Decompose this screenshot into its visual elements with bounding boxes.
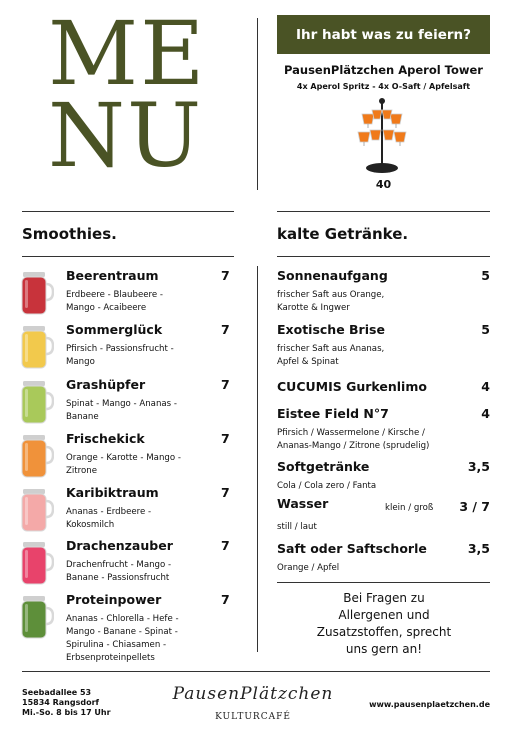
drink-price: 3 / 7 [459,499,490,514]
description-line: still / laut [277,522,317,532]
drink-description [277,289,487,315]
ingredient-line: Orange - Karotte - Mango - [66,453,181,463]
smoothie-price: 7 [221,377,230,392]
ingredient-line: Banane [66,412,99,422]
description-line: frischer Saft aus Ananas, [277,344,385,354]
ingredient-line: Spirulina - Chiasamen - [66,640,167,650]
drink-price: 5 [481,322,490,337]
divider-drinks-top [277,211,490,212]
smoothie-jar-icon [20,270,54,316]
allergen-note [300,590,468,658]
drink-description [277,562,487,575]
divider-footer [22,671,490,672]
smoothie-price: 7 [221,485,230,500]
drink-description [277,343,487,369]
drink-price: 4 [481,406,490,421]
logo-wordmark: PausenPlätzchen [172,684,334,704]
divider-drinks-bottom [277,256,490,257]
smoothie-price: 7 [221,431,230,446]
description-line: Orange / Apfel [277,563,340,573]
drink-description [277,521,487,534]
allergen-line: uns gern an! [345,642,423,656]
smoothie-name: Frischekick [66,431,145,446]
ingredient-line: Mango - Banane - Spinat - [66,627,178,637]
smoothie-ingredients [66,613,216,665]
drinks-heading: kalte Getränke. [277,225,409,243]
smoothie-name: Beerentraum [66,268,159,283]
smoothie-name: Drachenzauber [66,538,173,553]
description-line: frischer Saft aus Orange, [277,290,385,300]
smoothie-ingredients [66,343,216,369]
smoothie-ingredients [66,559,216,585]
drink-name: Sonnenaufgang [277,268,388,283]
drink-name: Saft oder Saftschorle [277,541,427,556]
ingredient-line: Kokosmilch [66,520,115,530]
divider-smoothies-bottom [22,256,234,257]
drink-name: Eistee Field N°7 [277,406,389,421]
description-line: Pfirsich / Wassermelone / Kirsche / [277,428,425,438]
drink-price: 5 [481,268,490,283]
ingredient-line: Zitrone [66,466,97,476]
drink-price: 4 [481,379,490,394]
ingredient-line: Erbsenproteinpellets [66,653,155,663]
smoothie-ingredients [66,289,216,315]
smoothie-name: Grashüpfer [66,377,146,392]
menu-title-line2: NU [48,84,204,187]
drink-price: 3,5 [467,541,490,556]
drink-name: Wasser [277,496,329,511]
smoothie-name: Sommerglück [66,322,163,337]
promo-subtitle: 4x Aperol Spritz - 4x O-Saft / Apfelsaft [296,82,471,91]
smoothie-ingredients [66,452,216,478]
drink-name: CUCUMIS Gurkenlimo [277,379,427,394]
ingredient-line: Mango [66,357,95,367]
smoothie-price: 7 [221,268,230,283]
ingredient-line: Spinat - Mango - Ananas - [66,399,177,409]
smoothie-jar-icon [20,594,54,640]
smoothie-jar-icon [20,540,54,586]
allergen-line: Bei Fragen zu [343,591,425,605]
address-line: Seebadallee 53 [22,688,92,697]
smoothie-price: 7 [221,592,230,607]
logo-subtitle: KULTURCAFÉ [215,712,291,722]
divider-drinks-allergen [277,582,490,583]
divider-vertical-bottom [257,266,258,652]
smoothies-heading: Smoothies. [22,225,117,243]
description-line: Cola / Cola zero / Fanta [277,481,377,491]
ingredient-line: Banane - Passionsfrucht [66,573,170,583]
drink-price: 3,5 [467,459,490,474]
ingredient-line: Mango - Acaibeere [66,303,147,313]
drink-description [277,480,487,493]
smoothie-ingredients [66,506,216,532]
description-line: Apfel & Spinat [277,357,339,367]
address-line: 15834 Rangsdorf [22,698,100,707]
smoothie-name: Proteinpower [66,592,162,607]
divider-vertical-top [257,18,258,190]
address-line: Mi.-So. 8 bis 17 Uhr [22,708,111,717]
divider-smoothies-top [22,211,234,212]
description-line: Ananas-Mango / Zitrone (sprudelig) [277,441,430,451]
promo-price: 40 [375,178,392,191]
smoothie-price: 7 [221,322,230,337]
smoothie-jar-icon [20,324,54,370]
drink-description [277,427,487,453]
ingredient-line: Erdbeere - Blaubeere - [66,290,163,300]
ingredient-line: Drachenfrucht - Mango - [66,560,172,570]
smoothie-ingredients [66,398,216,424]
allergen-line: Zusatzstoffen, sprecht [316,625,452,639]
footer-address [22,688,111,718]
smoothie-jar-icon [20,487,54,533]
drink-name: Exotische Brise [277,322,385,337]
smoothie-name: Karibiktraum [66,485,159,500]
website-link[interactable]: www.pausenplaetzchen.de [369,700,490,709]
smoothie-jar-icon [20,433,54,479]
ingredient-line: Ananas - Chlorella - Hefe - [66,614,179,624]
ingredient-line: Ananas - Erdbeere - [66,507,152,517]
promo-title: PausenPlätzchen Aperol Tower [284,63,483,77]
menu-title-line1: ME [48,2,207,105]
promo-banner: Ihr habt was zu feiern? [277,15,490,54]
allergen-line: Allergenen und [338,608,430,622]
drink-name: Softgetränke [277,459,370,474]
aperol-tower-icon [354,96,410,176]
ingredient-line: Pfirsich - Passionsfrucht - [66,344,174,354]
smoothie-price: 7 [221,538,230,553]
wasser-size-note: klein / groß [385,503,434,513]
smoothie-jar-icon [20,379,54,425]
description-line: Karotte & Ingwer [277,303,350,313]
